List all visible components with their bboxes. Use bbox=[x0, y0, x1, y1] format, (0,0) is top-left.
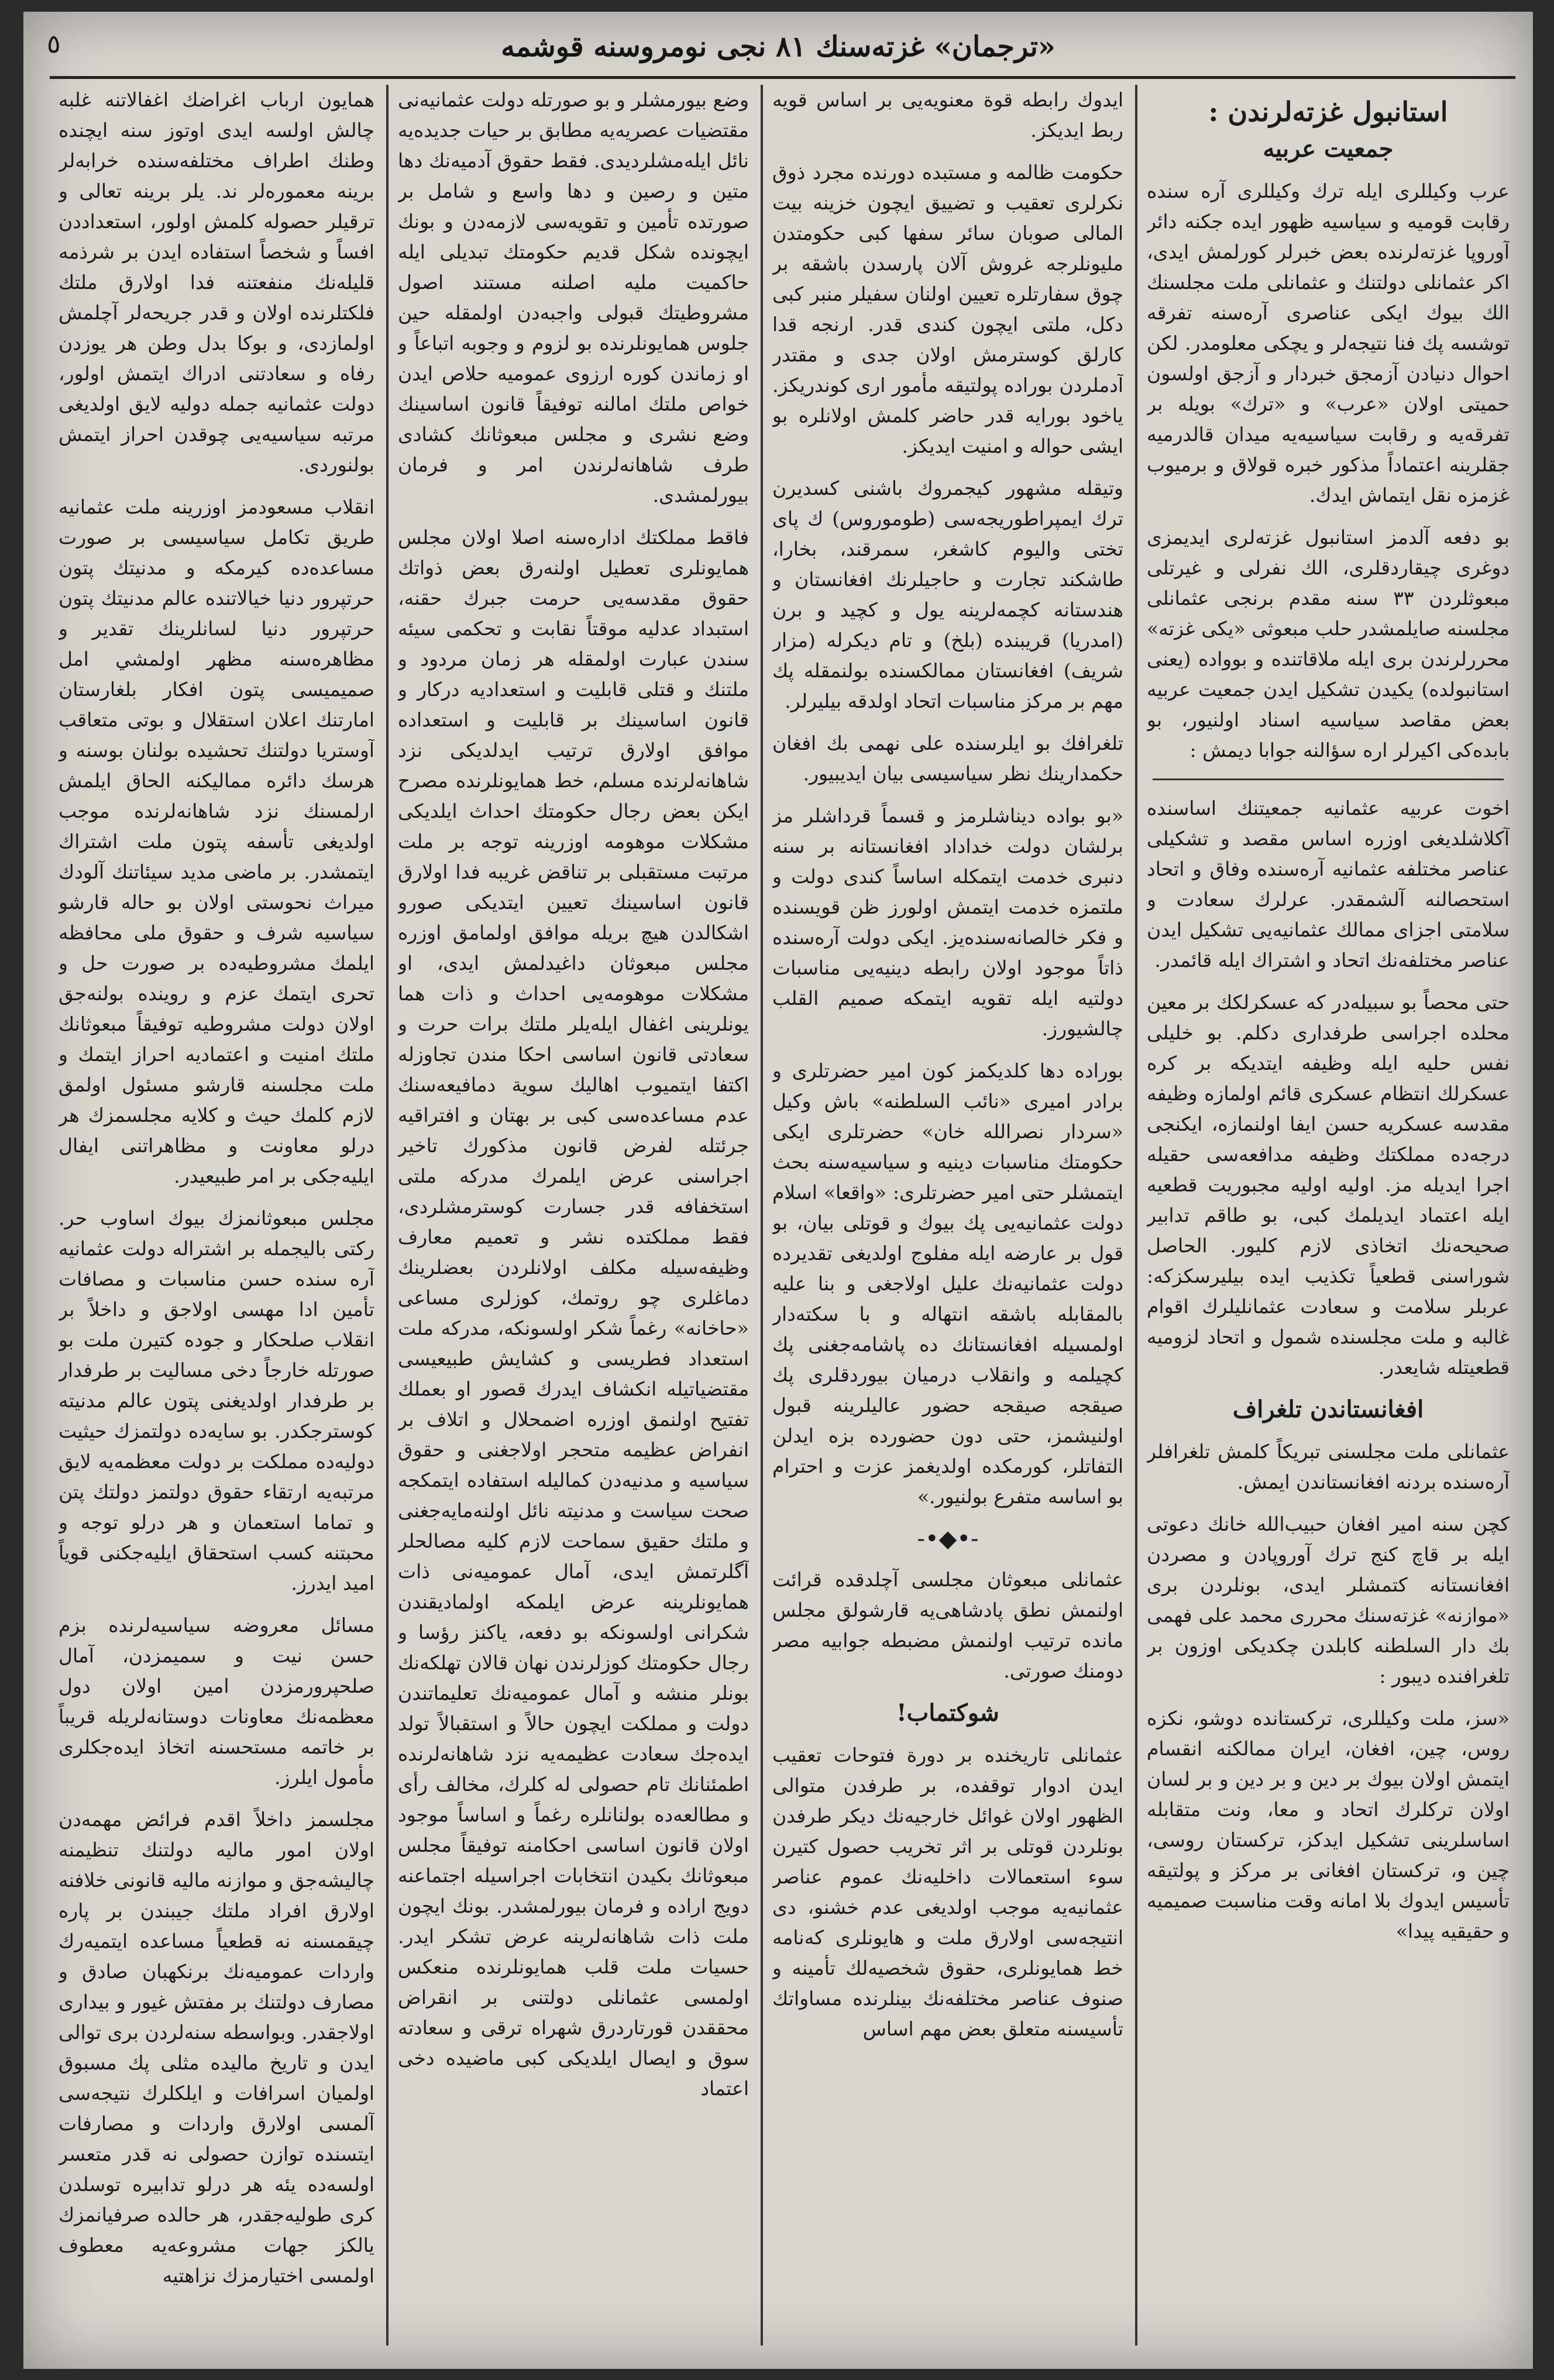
paragraph: همايون ارباب اغراضك اغفالاتنه غلبه چالش اولسه ايدى اوتوز سنه ايچنده وطنك اطراف مختلفه‌سنده خرابه‌لر برينه معموره‌لر ند. يلر برينه تعالى و ترقيلر حصوله كلمش اولور، استعداددن افساً و شخصاً استفاده ايدن بر شرذمه قليله‌نك منفعتنه فدا اولارق ملتك فلكتلرنده اولان و قدر جريحه‌لر آچلمش اولمازدى، و بوكا بدل وطن هر يوزدن رفاه و سعادتنى ادراك ايتمش اولور، دولت عثمانيه جمله دوليه لايق اولديغى مرتبه سياسيه‌يى چوقدن احراز ايتمش بولنوردى. bbox=[59, 88, 374, 476]
paragraph: عثمانلى تاريخنده بر دورة فتوحات تعقيب ايدن ادوار توقفده، بر طرفدن متوالى الظهور اولان غوائل خارجيه‌نك ديكر طرفدن بونلردن قوتلى بر اثر تخريب حصول كتيرن سوء استعمالات داخليه‌نك عموم عناصر عثمانيه‌يه موجب اولديغى عدم خشنو، دى انتيجه‌سى اولارق ملت و هايونلرى كه‌نامه خط همايونلرى، حقوق شخصيه‌لك تأمينه و صنوف عناصر مختلفه‌نك بينلرنده مساواتك تأسيسنه متعلق بعض مهم اساس bbox=[772, 1744, 1123, 2040]
paragraph: حكومت ظالمه و مستبده دورنده مجرد ذوق نكرلرى تعقيب و تضييق ايچون خزينه بيت المالى صوبان سائر سفها كبى حكومتدن مليونلرجه غروش آلان پارسدن باشقه بر چوق سفارتلره تعيين اولنان سفيلر منبر كبى دكل، ملتى ايچون كندى قدر. ارنجه قدا كارلق كوسترمش اولان جدى و مقتدر آدملردن بوراده پولتيقه مأمور ارى كوندريكز. ياخود بورايه قدر حاضر كلمش اولانلره بو ايشى حواله و امنيت ايديكز. bbox=[772, 161, 1123, 457]
page-number: ٥ bbox=[47, 29, 61, 59]
paragraph: مجلسمز داخلاً اقدم فرائض مهمه‌دن اولان امور ماليه دولتنك تنظيمنه چاليشه‌جق و موازنه ماليه قانونى خلافنه اولارق افراد ملتك جيبندن بر پاره چيقمسنه نه قطعياً مساعده ايتميه‌رك واردات عموميه‌نك برنكهبان صادق و مصارف دولتنك بر مفتش غيور و بيدارى اولاجقدر. وبواسطه سنه‌لردن برى توالى ايدن و تاريخ ماليده مثلى پك مسبوق اولميان اسرافات و ايلكلرك نتيجه‌سى آلمسى اولارق واردات و مصارفات ايتسنده توازن حصولى نه قدر متعسر اولسه‌ده يئه هر درلو تدابيره توسلدن كرى طوليه‌جقدر، هر حالده صرفيانمزك يالكز جهات مشروعه‌يه معطوف اولمسى اختيارمزك نزاهتيه bbox=[59, 1808, 374, 2287]
newspaper-page bbox=[23, 12, 1533, 2369]
paragraph: كچن سنه امير افغان حبيب‌الله خانك دعوتى ايله بر قاچ كنج ترك آوروپادن و مصردن افغانستانه كتمشلر ايدى، بونلردن برى «موازنه» غزته‌سنك محررى محمد على فهمى بك دار السلطنه كابلدن چكديكى اوزون بر تلغرافنده ديبور : bbox=[1147, 1513, 1510, 1687]
section-title-istanbul: استانبول غزته‌لرندن : bbox=[1208, 96, 1448, 128]
section-subtitle-jamiyat: جمعيت عربيه bbox=[1263, 135, 1394, 163]
paragraph: اخوت عربيه عثمانيه جمعيتنك اساسنده آكلاشلديغى اوزره اساس مقصد و تشكيلى عناصر مختلفه عثمانيه آره‌سنده وفاق و اتحاد استحصالنه آلشمقدر. عرلرك سعادت و سلامتى اجزاى ممالك عثمانيه‌يى تشكيل ايدن عناصر مختلفه‌نك اتحاد و اشتراك ايله قائمدر. bbox=[1147, 797, 1510, 972]
column-1 bbox=[1147, 85, 1510, 2345]
paragraph: «بو بواده ديناشلرمز و قسماً قرداشلر مز برلشان دولت خداداد افغانستانه بر سنه دنبرى خدمت ايتمكله اساساً كندى دولت و ملتمزه خدمت ايتمش اولورز ظن قويسنده و فكر خالصانه‌سنده‌يز. ايكى دولت آره‌سنده ذاتاً موجود اولان رابطه دينيه‌يى مناسبات دولتيه ايله تقويه ايتمكه صميم القلب چالشيورز. bbox=[772, 804, 1123, 1040]
paragraph: عرب وكيللرى ايله ترك وكيللرى آره سنده رقابت قوميه و سياسيه ظهور ايده جكنه دائر آوروپا غزته‌لرنده بعض خبرلر كورلمش ايدى، اكر عثمانلى دولتنك و عثمانلى ملت مجلسنك الك بيوك ايكى عناصرى آره‌سنه تفرقه توشسه پك فنا نتيجه‌لر و يچكى معلومدر. لكن احوال دنيادن آزمجق خبردار و آز‌جق اولسون حميتى اولان «عرب» و «ترك» بويله بر تفرقه‌يه و رقابت سياسيه‌يه ميدان قالدرميه جقلرينه اعتماداً مذكور خبره قولاق و برميوب غزمزه نقل ايتماش ايدك. bbox=[1147, 180, 1510, 507]
paragraph: تلغرافك بو ايلرسنده على نهمى بك افغان حكمدارينك نظر سياسيسى بيان ايديبيور. bbox=[772, 732, 1123, 785]
header-title: «ترجمان» غزته‌سنك ٨١ نجى نومروسنه قوشمه bbox=[501, 30, 1056, 63]
paragraph: عثمانلى مبعوثان مجلسى آچلدقده قرائت اولنمش نطق پادشاهى‌يه قارشولق مجلس مانده ترتيب اولنمش مضبطه جوابيه مصر دومنك صورتى. bbox=[772, 1568, 1123, 1682]
page-header bbox=[23, 20, 1533, 73]
paragraph: ايدوك رابطه قوة معنويه‌يى بر اساس قويه ربط ايديكز. bbox=[772, 88, 1123, 142]
column-3 bbox=[398, 85, 749, 2345]
paragraph: «سز، ملت وكيللرى، تركستانده دوشو، نكزه روس، چين، افغان، ايران ممالكنه انقسام ايتمش اولان بيوك بر دين و بر دين و بر لسان اولان تركلرك اتحاد و معا، ونت متقابله اساسلرينى تشكيل ايدكز، تركستان روسى، چين و، تركستان افغانى بر مركز و پولتيقه تأسيس ايدوك بلا امانه وقت مناسبت صميميه و حقيقيه پيدا» bbox=[1147, 1707, 1510, 1942]
column-rule bbox=[386, 85, 388, 2345]
column-2 bbox=[772, 85, 1123, 2345]
section-title-shevketmeab: شوكتماب! bbox=[896, 1699, 999, 1727]
ornament-divider: -•◆•- bbox=[917, 1525, 979, 1552]
paragraph: عثمانلى ملت مجلسنى تبريكاً كلمش تلغرافلر آره‌سنده بردنه افغانستاندن ايمش. bbox=[1147, 1440, 1510, 1493]
paragraph: فاقط مملكتك اداره‌سنه اصلا اولان مجلس همايونلرى تعطيل اولنه‌رق بعض ذواتك حقوق مقدسه‌يى حرمت جبرك حقنه، استبداد عدليه موقتاً نقابت و تحكمى سيئه سندن عبارت اولمقله هر زمان مردود و ملتنك و قتلى قابليت و استعداديه دركار و قانون اساسينك بر قابليت و استعداده موافق اولارق ترتيب ايدلديكى نزد شاهانه‌لرنده مسلم، خط همايونلرنده مصرح ايكن بعض رجال حكومتك احداث ايلديكى مشكلات موهومه اوزرينه توجه بر ملت مرتبت مستقبلى بر تناقض غريبه فدا اولارق قانون اساسينك تعيين ايتديكى صورو اشكالدن هيچ بريله موافق اولمامق اوزره مجلس مبعوثان داغيدلمش ايدى، او مشكلات موهومه‌يى احداث و ذات هما يونلرينى اغفال ايله‌يلر ملتك برات حرت و سعادتى قانون اساسى احكا مندن تجاوزله اكتفا ايتميوب اهاليك سوية دمافيعه‌سنك عدم مساعده‌سى كبى بر بهتان و افتراقيه جرئتله لفرض قانون مذكورك تاخير اجراسنى عرض ايلمرك مدركه ملتى استخفافه قدر جسارت كوسترمشلردى، فقط مملكتده نشر و تعميم معارف وظيفه‌سيله مكلف اولانلردن بعضلرينك دماغلرى چو روتمك، كوزلرى مساعى «حاخانه» رغماً شكر اولسونكه، مدركه ملت استعداد فطريسى و كشايش طبيعيسى مقتضياتيله انكشاف ايدرك قصور او بعملك تفتيح اولنمق اوزره اضمحلال و اتلاف بر انفراض عظيمه متحجر اولاجغنى و حقوق سياسيه و مدنيه‌دن كماليله استفاده ايتمكجه صحت سياست و مدنيته نائل اولنه‌مايه‌جغنى و ملتك حقيق سماحت لازم كليه مصالحلر آگلرتمش ايدى، آمال عموميه‌نى ذات همايونلرينه عرض ايلمكه اولماديقندن شكرانى اولسونكه بو دفعه، ياكنز رؤسا و رجال حكومتك كوزلرندن نهان قالان تهلكه‌نك بونلر منشه و آمال عموميه‌نك تعليماتندن دولت و مملكت ايچون حالاً و استقبالاً تولد ايده‌جك سعادت عظيمه‌يه نزد شاهانه‌لرنده اطمئنانك تام حصولى له كلرك، مخالف رأى و مطالعه‌ده بولنانلره رغماً و اساساً موجود اولان قانون اساسى احكامنه توفيقاً مجلس مبعوثانك بكيدن انتخابات اجراسيله اجتماعنه دويج اراده و فرمان بيورلمشدر. بونك ايچون ملت ذات شاهانه‌لرينه عرض تشكر ايدر. حسيات ملت قلب همايونلرنده منعكس اولمسى عثمانلى دولتنى بر انقراض محققدن قورتاردرق شهراه ترقى و سعادته سوق و ايصال ايلديكى كبى ماضيده دخى اعتماد bbox=[398, 526, 749, 2100]
divider bbox=[1153, 779, 1504, 780]
paragraph: وتيقله مشهور كيجمروك باشنى كسديرن ترك ايمپراطوريجه‌سى (طومورو‌س) ك پاى تختى واليوم كاشغر، سمرقند، بخارا، طاشكند تجارت و حاجيلرنك افغانستان و هندستانه كچمه‌لرينه يول و كچيد و برن (امدريا) قريبنده (بلخ) و تام ديكرله (مزار شريف) افغانستان ممالكسنده بولنمقله پك مهم بر مركز مناسبات اتحاد اولدقه بيليرلر. bbox=[772, 477, 1123, 712]
column-rule bbox=[761, 85, 763, 2345]
column-4 bbox=[59, 85, 374, 2345]
paragraph: مسائل معروضه سياسيه‌لرنده بزم حسن نيت و سميمزدن، آمال صلحپرورمزدن امين اولان دول معظمه‌نك معاونات دوستانه‌لريله قريباً بر خاتمه مستحسنه اتخاذ ايده‌جكلرى مأمول ايلرز. bbox=[59, 1614, 374, 1789]
column-rule bbox=[1135, 85, 1137, 2345]
paragraph: مجلس مبعوثانمزك بيوك اساوب حر. ركتى باليجمله بر اشتراله دولت عثمانيه آره سنده حسن مناسبات و مصافات تأمين ادا مهسى اولاجق و داخلاً بر انقلاب صلحكار و جوده كتيرن ملت بو صورتله خارجاً دخى مساليت بر طرفدار بر طرفدار اولديغنى پتون عالم مدنيته كوسترجكدر. بو سايه‌ده دولتمزك حيثيت دوليه‌ده مملكت بر دولت معظمه‌يه لايق مرتبه‌يه ارتقاء حقوق دولتمز دولتك پتن و تماما استعمان و هر درلو توجه و محبتنه كسب استحقاق ايليه‌جكنى قوياً اميد ايدرز. bbox=[59, 1207, 374, 1594]
header-rule bbox=[50, 76, 1515, 79]
paragraph: حتى محصاً بو سبيله‌در كه عسكرلكك بر معين محلده اجراسى طرفدارى دكلم. بو خليلى نفس حليه ايله وظيفه ايتديكه بر كره عسكرلك انتظام عسكرى قائم اولمازه وظيفه مقدسه عسكريه حسن ايفا اولنمازه، ايكنجى درجه‌ده مملكتك وظيفه مدافعه‌سى حقيله اجرا ايديله مز. اوليه اوليه مجبوريت قطعيه ايله اعتماد ايديلمك كبى، بو طاقم تدابير صحيحه‌نك اتخاذى لازم كليور. الحاصل شوراسنى قطعياً تكذيب ايده بيليرسكزكه: عربلر سلامت و سعادت عثمانليلرك اقوام غالبه و ملت مجلسنده شمول و اتحاد لزوميه قطعيتله شايعدر. bbox=[1147, 991, 1510, 1379]
paragraph: بو دفعه آلدمز استانبول غزته‌لرى ايديمزى دوغرى چيقاردقلرى، الك نفرلى و غيرتلى مبعوثلردن ٣٣ سنه مقدم برنجى عثمانلى مجلسنه صايلمشدر حلب مبعوثى «يكى غزته» محررلرندن برى ايله ملاقاتنده و بوواده (يعنى استانبولده) يكيدن تشكيل ايدن جمعيت عربيه بعض مقاصد سياسيه اسناد اولنيور، بو بابده‌كى اكيرلر اره سؤالنه جوابا ديمش : bbox=[1147, 526, 1510, 762]
paragraph: بوراده دها كلديكمز كون امير حضرتلرى و برادر اميرى «نائب السلطنه» باش وكيل «سردار نصرالله خان» حضرتلرى ايكى حكومتك مناسبات دينيه و سياسيه‌سنه بحث ايتمشلر حتى امير حضرتلرى: «واقعا» اسلام دولت عثمانيه‌يى پك بيوك و قوتلى بيان، بو قول بر عارضه ايله مفلوج اولديغى تقديرده دولت عثمانيه‌نك عليل اولاجغى و بنا عليه بالمقابله باشقه انتهاله و با سكته‌دار اولمسيله افغانستانك ده پاشامه‌جغنى پك كچيلمه و وانقلاب درميان بيوردقلرى پك صيقجه صيقجه حضور عاليلرينه قبول اولنيشمز، حتى دون حضورده بزه ايدلن التفاتلر، كورمكده اولديغمز عزت و احترام بو اساسه متفرع بولنيور.» bbox=[772, 1059, 1123, 1508]
paragraph: وضع بيورمشلر و بو صورتله دولت عثمانيه‌نى مقتضيات عصريه‌يه مطابق بر حيات جديده‌يه نائل ايله‌مشلرديدى. فقط حقوق آدميه‌نك دها متين و رصين و دها واسع و شامل بر صورتده تأمين و تقويه‌سى لازمه‌دن و بونك ايچونده شكل قديم حكومتك تبديلى ايله حاكميت مليه اصلنه مستند اصول مشروطيتك قبولى واجبه‌دن اولمقله حين جلوس همايونلرنده بو لزوم و وجوبه اتباعاً و او زماندن كوره ارزوى عموميه حلاص ايدن خواص ملتك امالنه توفيقاً قانون اساسينك وضع نشرى و مجلس مبعوثانك كشادى طرف شاهانه‌لرندن امر و فرمان بيورلمشدى. bbox=[398, 88, 749, 507]
section-title-afghanistan: افغانستاندن تلغراف bbox=[1232, 1396, 1424, 1423]
paragraph: انقلاب مسعودمز اوزرينه ملت عثمانيه طريق تكامل سياسيسى بر صورت مساعده‌ده كيرمكه و مدنيتك پتون حرتپرور دنيا خيالاتنده عالم مدنيتك پتون حرتپرور دنيا لسانلرينك تقدير و مظاهره‌سنه مظهر اولمشي امل صميميسى پتون افكار بلغارستان امارتنك اعلان استقلال و بوتى متعاقب آوستريا دولتنك تحشيده بولنان بوسنه و هرسك دائره مماليكنه الحاق ايلمش ارلمسنك نزد شاهانه‌لرنده موجب اولديغى تأسفه پتون ملت اشتراك ايتمشدر. بر ماضى مديد سيئاتنك آلودك ميراث نحوستى اولان بو حاله قارشو سياسيه شرف و حقوق ملى محافظه ايلمك مشروطيه‌ده بر صورت حل و تحرى ايتمك عزم و روينده بولنه‌جق اولان دولت مشروطيه توفيقاً مبعوثانك ملتك امنيت و اعتماديه احراز ايتمك و ملت مجلسنه قارشو مسئول اولمق لازم كلمك حيث و كلايه مجلسمزك هر درلو معاونت و مظاهراتنى ايفال ايليه‌جكى بر امر طبيعيدر. bbox=[59, 495, 374, 1187]
